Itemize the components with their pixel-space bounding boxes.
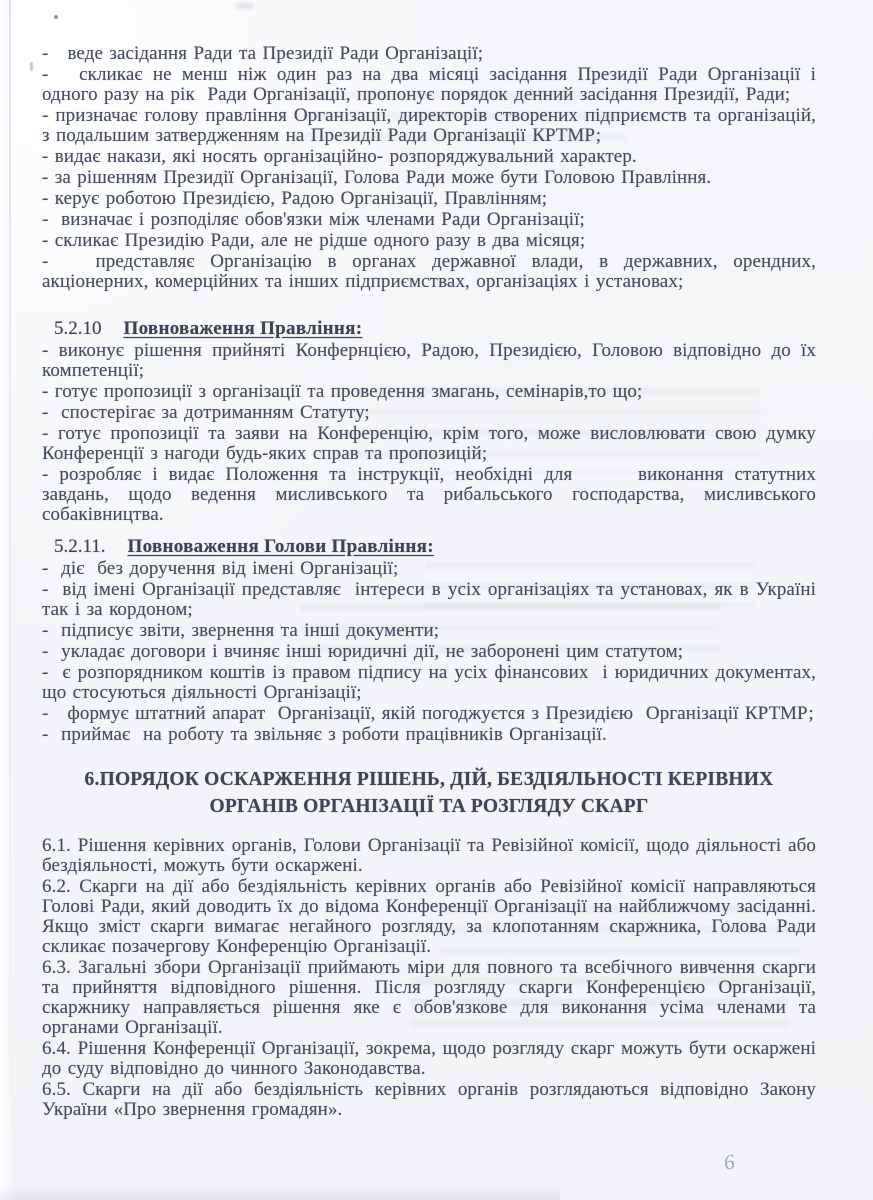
bullet-item: - призначає голову правління Організації, директорів створених підприємств та організацій, з подальшим затвердженням на Президії Ради Організації КРТМР; bbox=[42, 105, 823, 146]
numbered-paragraph: 6.5. Скарги на дії або бездіяльність керівних органів розглядаються відповідно Закону України «Про звернення громадян». bbox=[42, 1079, 823, 1120]
bullet-item: - готує пропозиції та заяви на Конференцію, крім того, може висловлювати свою думку Конференції з нагоди будь-яких справ та пропозицій; bbox=[42, 423, 823, 464]
numbered-paragraph: 6.4. Рішення Конференції Організації, зокрема, щодо розгляду скарг можуть бути оскаржені до суду відповідно до чинного Законодавства. bbox=[42, 1038, 823, 1079]
section-6-heading bbox=[42, 766, 816, 820]
scan-speck bbox=[54, 15, 58, 19]
bullet-item: - розробляє і видає Положення та інструкції, необхідні для виконання статутних завдань, щодо ведення мисливського та рибальського господарства, мисливського собаківництва. bbox=[42, 464, 823, 525]
bullet-item: - керує роботою Президією, Радою Організації, Правлінням; bbox=[42, 188, 548, 209]
bullet-item: - від імені Організації представляє інтереси в усіх організаціях та установах, як в Україні так і за кордоном; bbox=[42, 579, 823, 620]
scan-bottom-shadow bbox=[0, 1186, 560, 1200]
bullet-item: - веде засідання Ради та Президії Ради Організації; bbox=[42, 43, 484, 64]
numbered-paragraph: 6.1. Рішення керівних органів, Голови Організації та Ревізійної комісії, щодо діяльності або бездіяльності, можуть бути оскаржені. bbox=[42, 835, 823, 876]
bullet-item: - скликає не менш ніж один раз на два місяці засідання Президії Ради Організації і одного разу на рік Ради Організації, пропонує порядок денний засідання Президії, Ради; bbox=[42, 64, 823, 105]
numbered-paragraph: 6.3. Загальні збори Організації приймають міри для повного та всебічного вивчення скарги та прийняття відповідного рішення. Після розгляду скарги Конференцією Організації, скаржнику направляється рішення яке є обов'язкове для виконання усіма членами та органами Організації. bbox=[42, 957, 823, 1038]
section-6-heading-line2: ОРГАНІВ ОРГАНІЗАЦІЇ ТА РОЗГЛЯДУ СКАРГ bbox=[209, 796, 649, 817]
section-heading bbox=[42, 318, 816, 339]
section-6-paragraphs bbox=[42, 835, 823, 1121]
bullet-item: - виконує рішення прийняті Конфернцією, Радою, Президією, Головою відповідно до їх компетенції; bbox=[42, 340, 823, 381]
section-title: Повноваження Правління: bbox=[123, 318, 363, 339]
bullet-item: - укладає договори і вчиняє інші юридичні дії, не заборонені цим статутом; bbox=[42, 641, 684, 662]
handwritten-page-number: 6 bbox=[721, 1149, 737, 1175]
section-6-heading-line1: 6.ПОРЯДОК ОСКАРЖЕННЯ РІШЕНЬ, ДІЙ, БЕЗДІЯЛЬНОСТІ КЕРІВНИХ bbox=[84, 769, 774, 790]
numbered-paragraph: 6.2. Скарги на дії або бездіяльність керівних органів або Ревізійної комісії направляються Голові Ради, який доводить їх до відома Конференції Організації на найближчому засіданні. Якщо зміст скарги вимагає негайного розгляду, за клопотанням скаржника, Голова Ради скликає позачергову Конференцію Організації. bbox=[42, 876, 823, 957]
section-number: 5.2.10 bbox=[54, 318, 102, 339]
bullet-item: - діє без доручення від імені Організації; bbox=[42, 558, 399, 579]
bullet-item: - видає накази, які носять організаційно- розпоряджувальний характер. bbox=[42, 146, 637, 167]
bullet-item: - скликає Президію Ради, але не рідше одного разу в два місяця; bbox=[42, 230, 586, 251]
bullet-item: - готує пропозиції з організації та проведення змагань, семінарів,то що; bbox=[42, 381, 643, 402]
section-heading bbox=[42, 536, 816, 557]
bullet-item: - підписує звіти, звернення та інші документи; bbox=[42, 620, 440, 641]
bullet-item: - приймає на роботу та звільняє з роботи працівників Організації. bbox=[42, 724, 607, 745]
bullet-item: - є розпорядником коштів із правом підпису на усіх фінансових і юридичних документах, що стосуються діяльності Організації; bbox=[42, 662, 823, 703]
scan-smudge bbox=[236, 3, 254, 9]
bullet-item: - формує штатний апарат Організації, якій погоджуєтся з Президією Організації КРТМР; bbox=[42, 703, 814, 724]
scan-left-fold-line bbox=[9, 0, 11, 1200]
bullet-item: - визначає і розподіляє обов'язки між членами Ради Організації; bbox=[42, 209, 585, 230]
section-title: Повноваження Голови Правління: bbox=[127, 536, 434, 557]
bullet-item: - представляє Організацію в органах державної влади, в державних, орендних, акціонерних, комерційних та інших підприємствах, організаціях і установах; bbox=[42, 251, 823, 292]
chairman-duties-list bbox=[42, 43, 823, 293]
section-number: 5.2.11. bbox=[54, 536, 106, 557]
bullet-item: - спостерігає за дотриманням Статуту; bbox=[42, 402, 370, 423]
section-5-2-11 bbox=[42, 536, 823, 746]
scan-speck bbox=[30, 62, 33, 71]
section-5-2-10 bbox=[42, 318, 823, 526]
bullet-item: - за рішенням Президії Організації, Голова Ради може бути Головою Правління. bbox=[42, 167, 712, 188]
